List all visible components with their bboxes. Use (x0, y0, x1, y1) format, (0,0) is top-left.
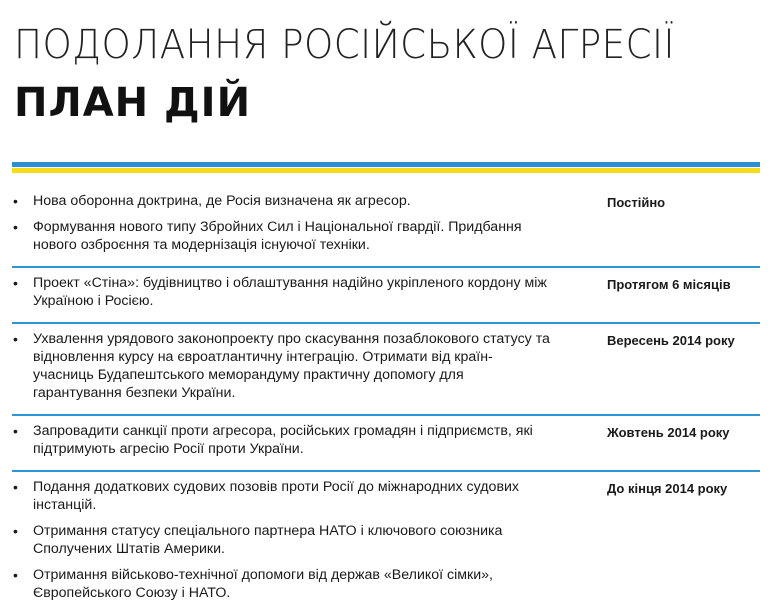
plan-group (12, 186, 760, 268)
bullet-icon: • (13, 479, 18, 495)
term-label: Вересень 2014 року (607, 333, 735, 348)
bullet-icon: • (13, 275, 18, 291)
item-text: Нова оборонна доктрина, де Росія визначена як агресор. (33, 193, 411, 209)
flag-stripe-yellow (12, 168, 760, 173)
plan-group (12, 268, 760, 324)
bullet-icon: • (13, 423, 18, 439)
bullet-icon: • (13, 567, 18, 583)
list-item (12, 330, 553, 402)
item-text: Отримання статусу спеціального партнера НАТО і ключового союзника Сполучених Штатів Америки. (33, 523, 503, 557)
item-text: Формування нового типу Збройних Сил і Національної гвардії. Придбання нового озброєння та модернізація існуючої техніки. (33, 219, 522, 253)
list-item (12, 422, 553, 458)
item-text: Ухвалення урядового законопроекту про скасування позаблокового статусу та відновлення курсу на євроатлантичну інтеграцію. Отримати від країн-учасниць Будапештського меморандуму практичну допомогу для гарантування безпеки України. (33, 331, 550, 401)
list-item (12, 478, 553, 514)
bullet-icon: • (13, 193, 18, 209)
term-label: Постійно (607, 195, 666, 210)
action-plan-table (12, 186, 760, 614)
plan-group (12, 416, 760, 472)
bullet-icon: • (13, 523, 18, 539)
list-item (12, 192, 553, 210)
bullet-icon: • (13, 219, 18, 235)
plan-group (12, 472, 760, 614)
term-label: Жовтень 2014 року (607, 425, 730, 440)
plan-group (12, 324, 760, 416)
list-item (12, 566, 553, 602)
list-item (12, 274, 553, 310)
item-text: Отримання військово-технічної допомоги від держав «Великої сімки», Європейського Союзу і НАТО. (33, 567, 493, 601)
flag-stripe-blue (12, 162, 760, 167)
page-subtitle: ПЛАН ДІЙ (14, 80, 252, 126)
item-text: Запровадити санкції проти агресора, російських громадян і підприємств, які підтримують агресію Росії проти України. (33, 423, 533, 457)
bullet-icon: • (13, 331, 18, 347)
term-label: Протягом 6 місяців (607, 277, 731, 292)
page-title: ПОДОЛАННЯ РОСІЙСЬКОЇ АГРЕСІЇ (14, 22, 675, 68)
term-label: До кінця 2014 року (607, 481, 728, 496)
item-text: Подання додаткових судових позовів проти Росії до міжнародних судових інстанцій. (33, 479, 519, 513)
item-text: Проект «Стіна»: будівництво і облаштування надійно укріпленого кордону між Україною і Росією. (33, 275, 547, 309)
list-item (12, 522, 553, 558)
list-item (12, 218, 553, 254)
